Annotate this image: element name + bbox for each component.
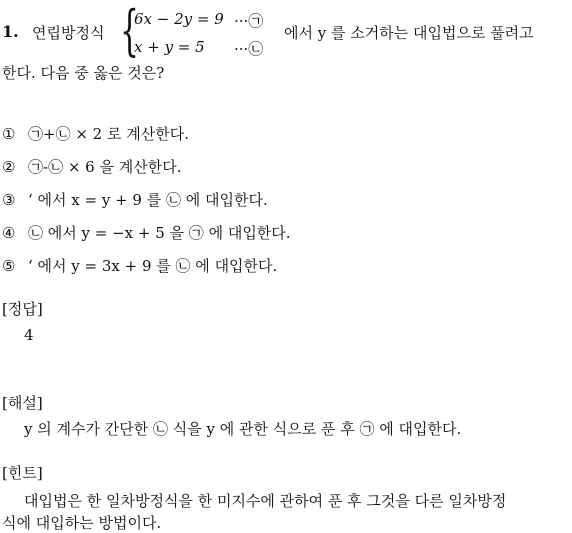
choice-number: ② [2, 158, 16, 176]
choice-text: ㉠+㉡ × 2 로 계산한다. [28, 125, 189, 143]
choice-number: ④ [2, 224, 16, 242]
choice-text: ‘ 에서 x = y + 9 를 ㉡ 에 대입한다. [28, 191, 268, 209]
choice-1[interactable] [2, 123, 189, 144]
hint-line-1: 대입법은 한 일차방정식을 한 미지수에 관하여 푼 후 그것을 다른 일차방정 [24, 492, 507, 510]
hint-label: [힌트] [2, 464, 43, 482]
question-intro: 연립방정식 [32, 24, 105, 42]
question-continuation: 에서 y 를 소거하는 대입법으로 풀려고 [284, 24, 534, 42]
choice-4[interactable] [2, 222, 291, 243]
choice-number: ⑤ [2, 257, 16, 275]
choice-text: ‘ 에서 y = 3x + 9 를 ㉡ 에 대입한다. [28, 257, 278, 275]
answer-value: 4 [24, 326, 34, 344]
choice-text: ㉠-㉡ × 6 을 계산한다. [28, 158, 182, 176]
choice-3[interactable] [2, 189, 268, 210]
question-number: 1. [2, 22, 19, 41]
choice-text: ㉡ 에서 y = −x + 5 을 ㉠ 에 대입한다. [28, 224, 291, 242]
equation-2-tag: ···㉡ [234, 40, 264, 58]
equation-1: 6x − 2y = 9 [134, 10, 224, 28]
equation-1-tag: ···㉠ [234, 12, 264, 30]
system-brace: { [120, 0, 139, 62]
answer-label: [정답] [2, 300, 43, 318]
choice-2[interactable] [2, 156, 181, 177]
explanation-text: y 의 계수가 간단한 ㉡ 식을 y 에 관한 식으로 푼 후 ㉠ 에 대입한다. [24, 420, 462, 438]
equation-2: x + y = 5 [134, 38, 205, 56]
question-header [2, 0, 572, 64]
choice-number: ③ [2, 191, 16, 209]
choice-number: ① [2, 125, 16, 143]
question-line-2: 한다. 다음 중 옳은 것은? [2, 64, 165, 82]
explanation-label: [해설] [2, 394, 43, 412]
choice-5[interactable] [2, 255, 277, 276]
hint-line-2: 식에 대입하는 방법이다. [2, 514, 162, 532]
